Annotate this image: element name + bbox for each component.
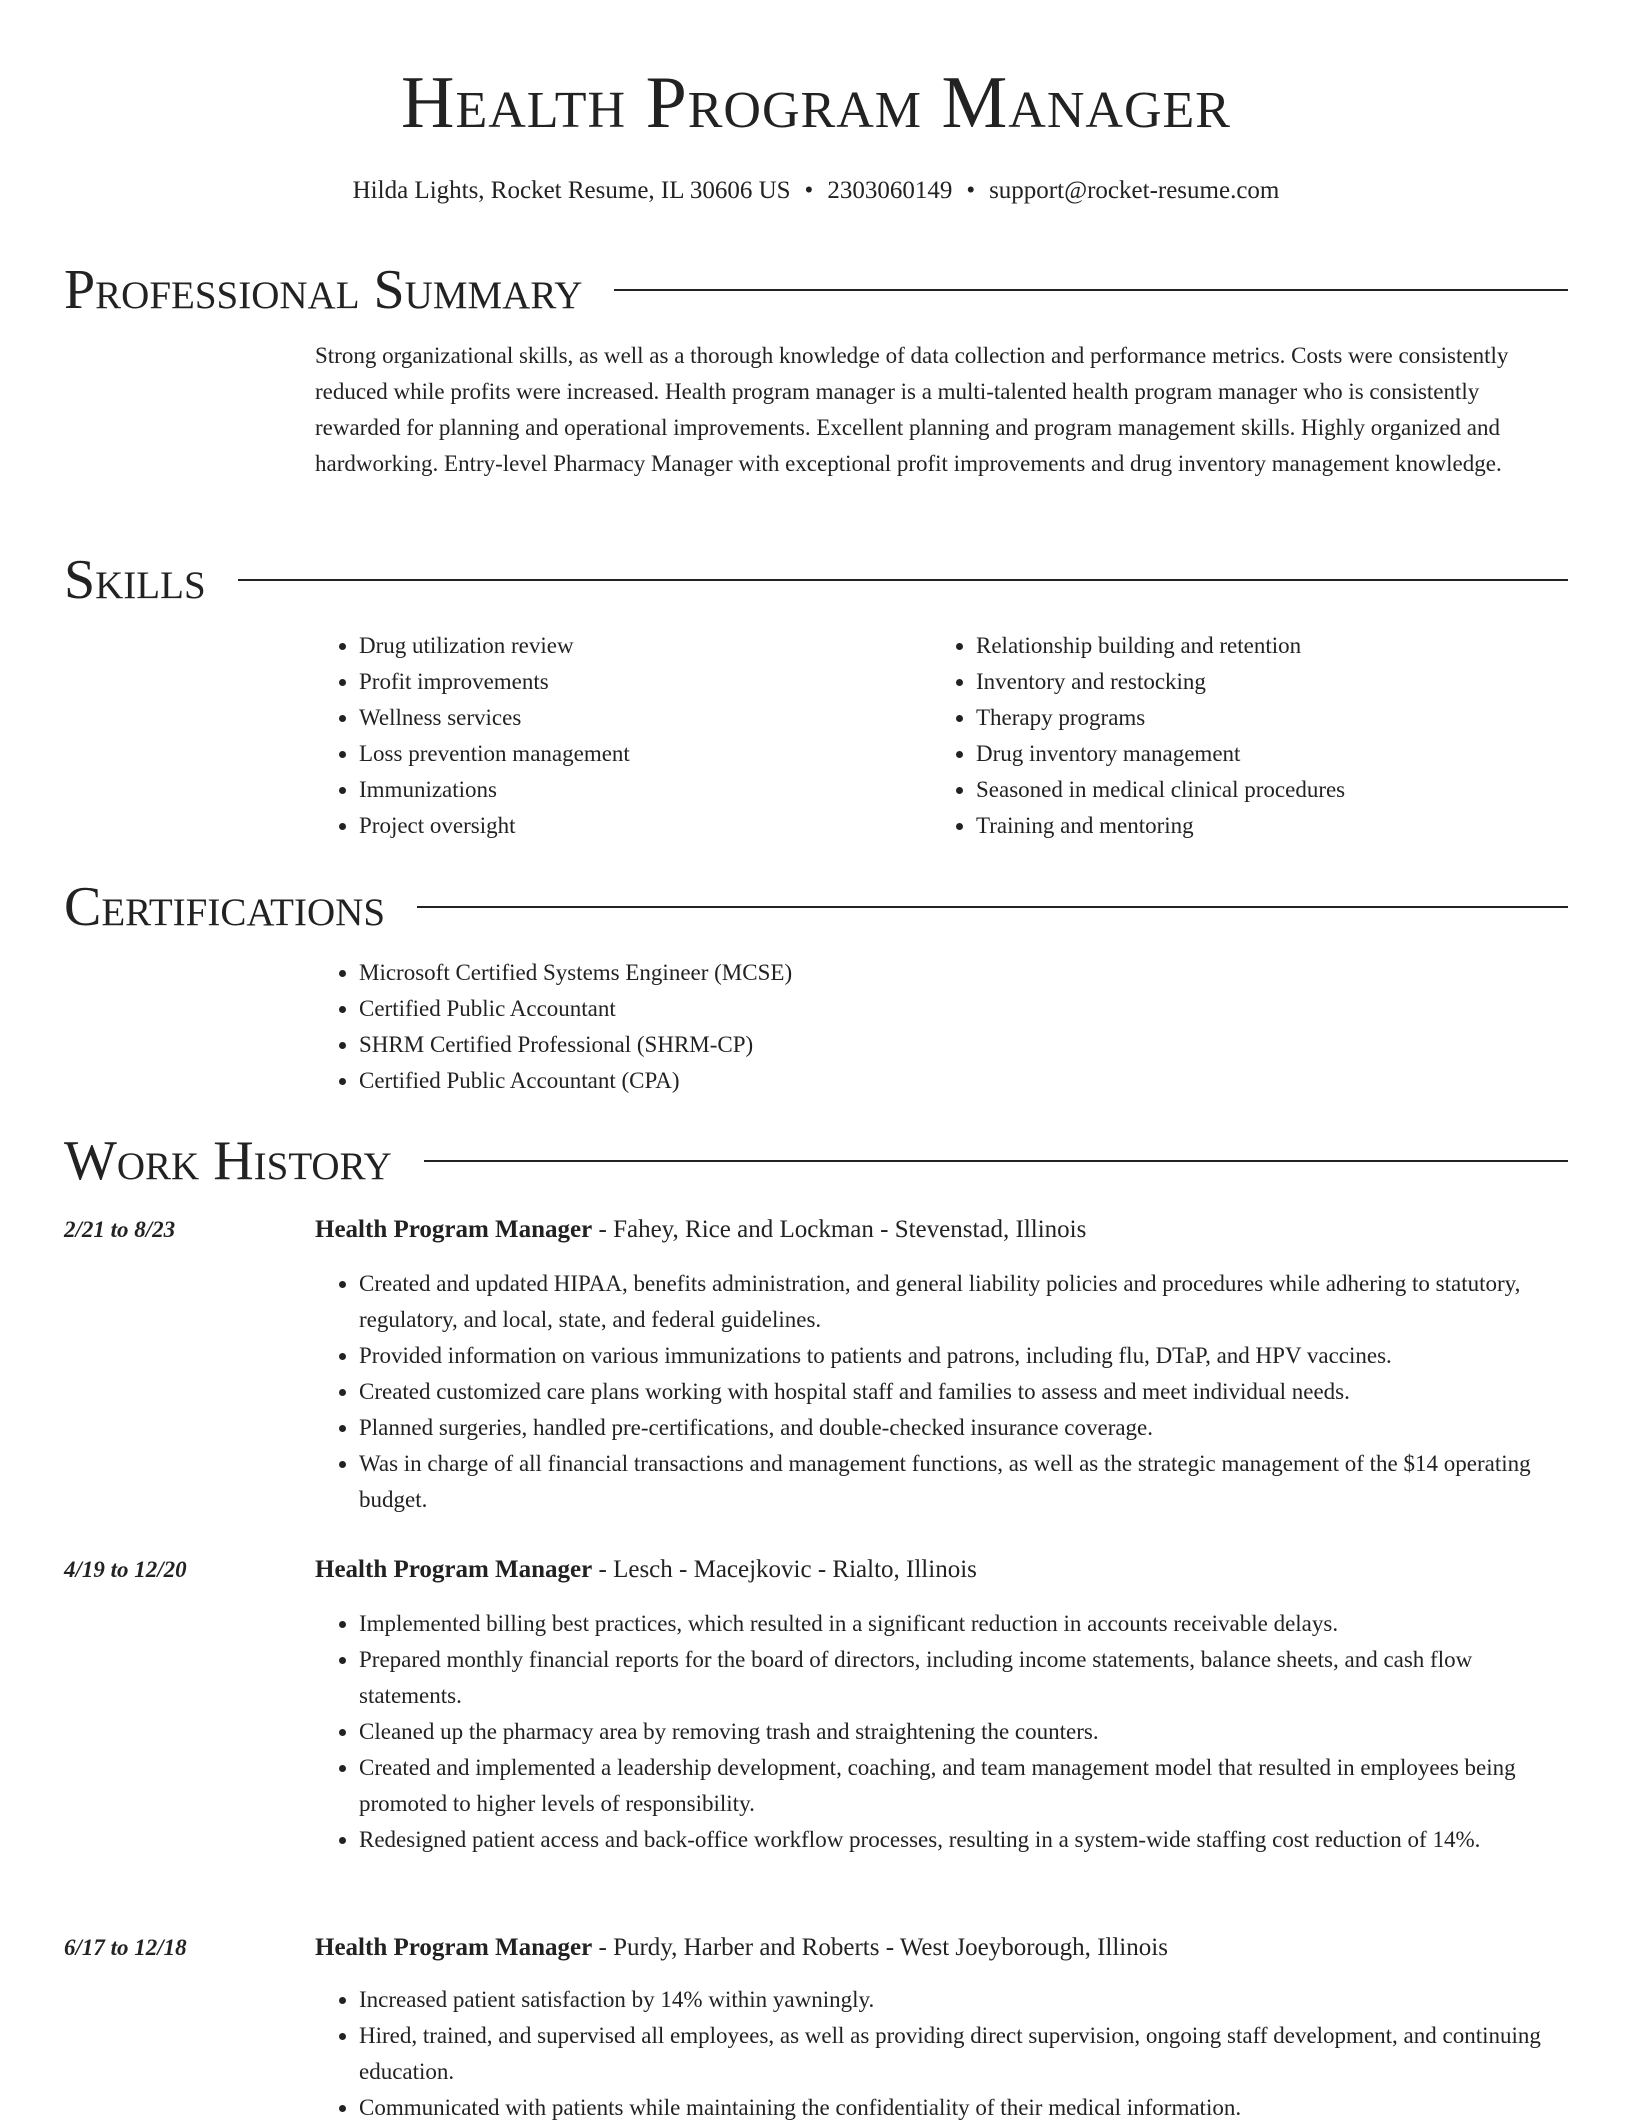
- skill-item: • Drug inventory management: [976, 736, 1492, 772]
- job-bullet: • Provided information on various immunizations to patients and patrons, including flu, DTaP, and HPV vaccines.: [359, 1338, 1568, 1374]
- summary-paragraph: Strong organizational skills, as well as a thorough knowledge of data collection and performance metrics. Costs were consistently reduced while profits were increased. Health program manager is a multi-talented health program manager who is consistently rewarded for planning and operational improvements. Excellent planning and program management skills. Highly organized and hardworking. Entry-level Pharmacy Manager with exceptional profit improvements and drug inventory management knowledge.: [315, 343, 1509, 476]
- section-title: Skills: [64, 549, 206, 611]
- skill-item: • Drug utilization review: [359, 628, 875, 664]
- job-bullets: [315, 1606, 1568, 1858]
- skill-item: • Profit improvements: [359, 664, 875, 700]
- section-divider: [238, 579, 1568, 581]
- skill-item: • Seasoned in medical clinical procedures: [976, 772, 1492, 808]
- job-employer-location: - Fahey, Rice and Lockman - Stevenstad, Illinois: [592, 1216, 1087, 1243]
- section-divider: [417, 906, 1568, 908]
- skill-item: • Immunizations: [359, 772, 875, 808]
- job-role: Health Program Manager: [315, 1216, 593, 1243]
- certifications-list: [315, 955, 1568, 1099]
- contact-phone: 2303060149: [827, 177, 953, 204]
- section-header-summary: [64, 258, 1568, 322]
- section-header-skills: [64, 548, 1568, 612]
- job-heading: [315, 1212, 1086, 1248]
- job-bullet: • Communicated with patients while maintaining the confidentiality of their medical information.: [359, 2090, 1568, 2126]
- certification-item: • Microsoft Certified Systems Engineer (MCSE): [359, 955, 1568, 991]
- job-bullets: [315, 1982, 1568, 2126]
- certification-item: • Certified Public Accountant (CPA): [359, 1063, 1568, 1099]
- job-heading: [315, 1552, 977, 1588]
- section-divider: [614, 289, 1568, 291]
- skill-item: • Loss prevention management: [359, 736, 875, 772]
- section-header-certifications: [64, 875, 1568, 939]
- skill-item: • Inventory and restocking: [976, 664, 1492, 700]
- job-bullet: • Prepared monthly financial reports for the board of directors, including income statements, balance sheets, and cash flow statements.: [359, 1642, 1568, 1714]
- skill-item: • Relationship building and retention: [976, 628, 1492, 664]
- job-bullet: • Cleaned up the pharmacy area by removing trash and straightening the counters.: [359, 1714, 1568, 1750]
- job-bullet: • Hired, trained, and supervised all employees, as well as providing direct supervision, ongoing staff development, and continuing education.: [359, 2018, 1568, 2090]
- contact-address: Hilda Lights, Rocket Resume, IL 30606 US: [352, 177, 791, 204]
- skill-item: • Training and mentoring: [976, 808, 1492, 844]
- skill-item: • Project oversight: [359, 808, 875, 844]
- job-bullet: • Created and updated HIPAA, benefits administration, and general liability policies and procedures while adhering to statutory, regulatory, and local, state, and federal guidelines.: [359, 1266, 1568, 1338]
- job-heading: [315, 1930, 1168, 1966]
- contact-separator: •: [966, 177, 976, 204]
- job-employer-location: - Lesch - Macejkovic - Rialto, Illinois: [592, 1556, 977, 1583]
- resume-name-title: Health Program Manager: [401, 62, 1231, 144]
- job-role: Health Program Manager: [315, 1934, 593, 1961]
- certification-item: • Certified Public Accountant: [359, 991, 1568, 1027]
- job-bullet: • Redesigned patient access and back-office workflow processes, resulting in a system-wide staffing cost reduction of 14%.: [359, 1822, 1568, 1858]
- job-bullet: • Implemented billing best practices, which resulted in a significant reduction in accounts receivable delays.: [359, 1606, 1568, 1642]
- skill-item: • Wellness services: [359, 700, 875, 736]
- contact-line: [64, 174, 1568, 208]
- contact-separator: •: [804, 177, 814, 204]
- skill-item: • Therapy programs: [976, 700, 1492, 736]
- job-employer-location: - Purdy, Harber and Roberts - West Joeyborough, Illinois: [592, 1934, 1168, 1961]
- section-title: Certifications: [64, 876, 386, 938]
- job-bullet: • Increased patient satisfaction by 14% within yawningly.: [359, 1982, 1568, 2018]
- job-dates: 4/19 to 12/20: [64, 1557, 187, 1582]
- section-divider: [424, 1160, 1568, 1162]
- job-role: Health Program Manager: [315, 1556, 593, 1583]
- job-bullet: • Was in charge of all financial transactions and management functions, as well as the strategic management of the $14 operating budget.: [359, 1446, 1568, 1518]
- job-bullet: • Planned surgeries, handled pre-certifications, and double-checked insurance coverage.: [359, 1410, 1568, 1446]
- job-bullets: [315, 1266, 1568, 1518]
- job-dates: 6/17 to 12/18: [64, 1935, 187, 1960]
- job-bullet: • Created customized care plans working with hospital staff and families to assess and meet individual needs.: [359, 1374, 1568, 1410]
- section-title: Professional Summary: [64, 259, 583, 321]
- contact-email: support@rocket-resume.com: [989, 177, 1280, 204]
- job-bullet: • Created and implemented a leadership development, coaching, and team management model that resulted in employees being promoted to higher levels of responsibility.: [359, 1750, 1568, 1822]
- skills-column-left: [315, 628, 875, 844]
- certification-item: • SHRM Certified Professional (SHRM-CP): [359, 1027, 1568, 1063]
- section-title: Work History: [64, 1130, 392, 1192]
- section-header-work-history: [64, 1129, 1568, 1193]
- skills-column-right: [932, 628, 1492, 844]
- job-dates: 2/21 to 8/23: [64, 1217, 176, 1242]
